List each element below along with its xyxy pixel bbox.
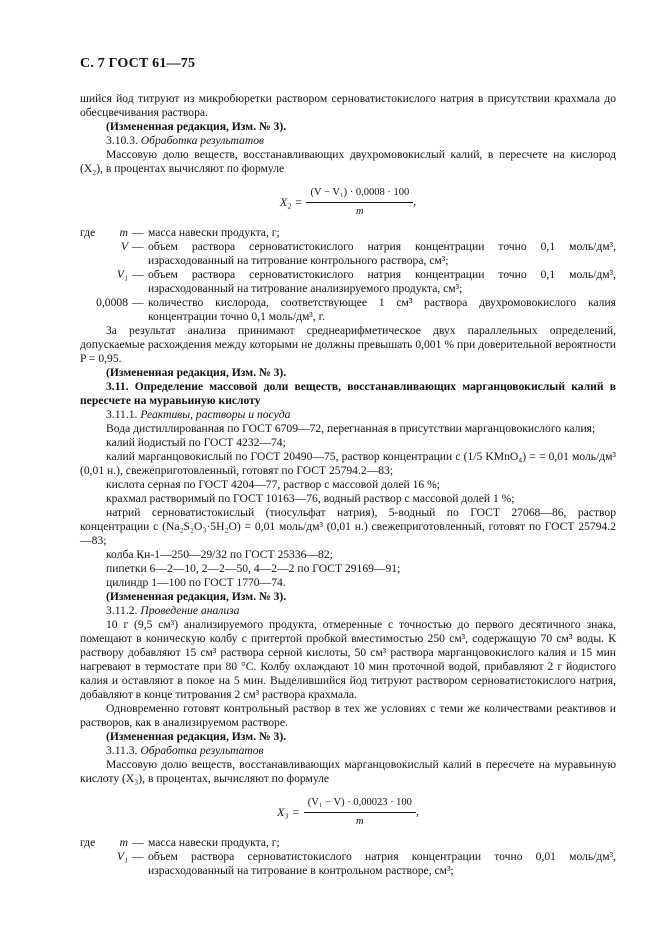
definition-text: масса навески продукта, г; xyxy=(148,226,280,239)
revision-note: (Измененная редакция, Изм. № 3). xyxy=(106,590,287,603)
definition-dash: — xyxy=(132,836,144,849)
paragraph: Массовую долю веществ, восстанавливающих двухромовокислый калий, в пересчете на кислород (X₂), в процентах вычисляют по формуле xyxy=(80,148,616,175)
formula-x3 xyxy=(80,792,616,832)
section-heading xyxy=(80,604,616,618)
definition-text: объем раствора серноватистокислого натрия концентрации точно 0,01 моль/дм³, израсходованный на титрование в контрольном растворе, см³; xyxy=(148,850,616,877)
revision-note: (Измененная редакция, Изм. № 3). xyxy=(106,366,287,379)
section-title: Обработка результатов xyxy=(140,744,264,757)
list-item: калий йодистый по ГОСТ 4232—74; xyxy=(106,436,286,449)
definition-term: V₁ xyxy=(116,850,128,863)
formula-numerator: (V − V₁) · 0,0008 · 100 xyxy=(306,186,413,203)
definition-item xyxy=(80,850,616,878)
section-heading xyxy=(80,408,616,422)
definition-item xyxy=(80,240,616,268)
formula-denominator: m xyxy=(356,815,364,827)
definitions-list xyxy=(80,226,616,324)
definition-dash: — xyxy=(132,268,144,281)
section-number: 3.10.3. xyxy=(106,134,138,147)
revision-note: (Измененная редакция, Изм. № 3). xyxy=(106,120,287,133)
section-heading xyxy=(80,744,616,758)
section-title: Обработка результатов xyxy=(140,134,265,147)
formula-numerator: (V₁ − V) · 0,00023 · 100 xyxy=(304,796,416,813)
definitions-list xyxy=(80,836,616,878)
list-item: крахмал растворимый по ГОСТ 10163—76, водный раствор с массовой долей 1 %; xyxy=(106,492,515,505)
paragraph: Одновременно готовят контрольный раствор в тех же условиях с теми же количествами реактивов и растворов, как в анализируемом растворе. xyxy=(80,702,616,729)
section-number: 3.11.2. xyxy=(106,604,138,617)
formula-fraction xyxy=(304,796,416,829)
definition-dash: — xyxy=(132,226,144,239)
reagents-list xyxy=(80,422,616,590)
formula-denominator: m xyxy=(356,205,364,217)
where-label: где xyxy=(80,226,96,239)
definition-term: V xyxy=(120,240,128,253)
definition-dash: — xyxy=(132,850,144,863)
revision-note: (Измененная редакция, Изм. № 3). xyxy=(106,730,287,743)
paragraph: шийся йод титруют из микробюретки раствором серноватистокислого натрия в присутствии крахмала до обесцвечивания раствора. xyxy=(80,92,616,119)
section-heading xyxy=(80,134,616,148)
section-heading: 3.11. Определение массовой доли веществ, восстанавливающих марганцовокислый калий в пересчете на муравьиную кислоту xyxy=(80,380,616,407)
list-item: калий марганцовокислый по ГОСТ 20490—75, раствор концентрации c (1/5 KMnO₄) = = 0,01 моль/дм³ (0,01 н.), свежеприготовленный, готовят по ГОСТ 25794.2—83; xyxy=(80,450,616,477)
list-item: натрий серноватистокислый (тиосульфат натрия), 5-водный по ГОСТ 27068—86, раствор концентрации c (Na₂S₂O₃·5H₂O) = 0,01 моль/дм³ (0,01 н.) свежеприготовленный, готовят по ГОСТ 25794.2—83; xyxy=(80,506,616,547)
section-number: 3.11.1. xyxy=(106,408,138,421)
definition-text: масса навески продукта, г; xyxy=(148,836,280,849)
definition-dash: — xyxy=(132,296,144,309)
list-item: Вода дистиллированная по ГОСТ 6709—72, перегнанная в присутствии марганцовокислого калия; xyxy=(106,422,596,435)
formula-tail: , xyxy=(413,195,417,208)
definition-item xyxy=(80,836,616,850)
section-title: Проведение анализа xyxy=(140,604,240,617)
definition-item xyxy=(80,296,616,324)
definition-term: m xyxy=(119,226,128,239)
definition-text: объем раствора серноватистокислого натрия концентрации точно 0,1 моль/дм³, израсходованный на титрование анализируемого продукта, см³; xyxy=(148,268,616,295)
definition-item xyxy=(80,268,616,296)
where-label: где xyxy=(80,836,96,849)
paragraph: Массовую долю веществ, восстанавливающих марганцовокислый калий в пересчете на муравьиную кислоту (X₃), в процентах, вычисляют по формуле xyxy=(80,758,616,785)
list-item: цилиндр 1—100 по ГОСТ 1770—74. xyxy=(106,576,286,589)
document-body xyxy=(80,92,616,878)
section-title: Реактивы, растворы и посуда xyxy=(140,408,291,421)
definition-text: количество кислорода, соответствующее 1 см³ раствора двухромовокислого калия концентрации точно 0,1 моль/дм³, г. xyxy=(148,296,616,323)
definition-item xyxy=(80,226,616,240)
formula-fraction xyxy=(306,186,413,219)
definition-text: объем раствора серноватистокислого натрия концентрации точно 0,1 моль/дм³, израсходованный на титрование контрольного раствора, см³; xyxy=(148,240,616,267)
list-item: пипетки 6—2—10, 2—2—50, 4—2—2 по ГОСТ 29169—91; xyxy=(106,562,401,575)
list-item: колба Кн-1—250—29/32 по ГОСТ 25336—82; xyxy=(106,548,333,561)
paragraph: 10 г (9,5 см³) анализируемого продукта, отмеренные с точностью до первого десятичного знака, помещают в коническую колбу с притертой пробкой вместимостью 250 см³, содержащую 70 см³ воды. К раствору добавляют 15 см³ раствора серной кислоты, 50 см³ раствора марганцовокислого калия и 15 мин нагревают в термостате при 80 °С. Колбу охлаждают 10 мин проточной водой, прибавляют 2 г йодистого калия и оставляют в покое на 5 мин. Выделившийся йод титруют раствором серноватистокислого натрия, добавляют в конце титрования 2 см³ раствора крахмала. xyxy=(80,618,616,701)
formula-x2 xyxy=(80,182,616,222)
list-item: кислота серная по ГОСТ 4204—77, раствор с массовой долей 16 %; xyxy=(106,478,441,491)
formula-lhs: X₂ = xyxy=(279,195,303,209)
paragraph: За результат анализа принимают среднеарифметическое двух параллельных определений, допускаемые расхождения между которыми не должны превышать 0,001 % при доверительной вероятности P = 0,95. xyxy=(80,324,616,365)
page-header: С. 7 ГОСТ 61—75 xyxy=(80,56,196,71)
formula-lhs: X₃ = xyxy=(277,805,300,819)
definition-dash: — xyxy=(132,240,144,253)
definition-term: m xyxy=(119,836,128,849)
definition-term: 0,0008 xyxy=(96,296,128,309)
formula-tail: , xyxy=(415,805,419,818)
definition-term: V₁ xyxy=(116,268,128,281)
section-number: 3.11.3. xyxy=(106,744,138,757)
